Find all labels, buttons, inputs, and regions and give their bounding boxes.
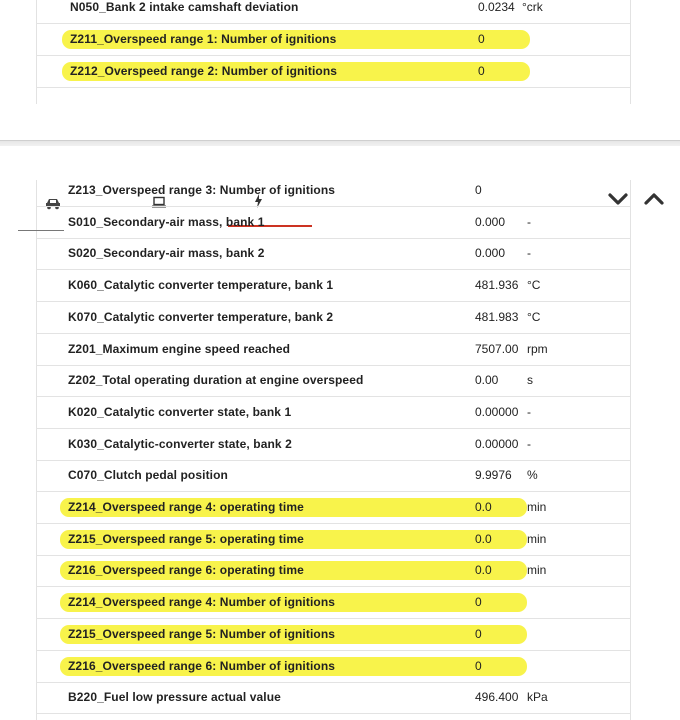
parameter-value: 0 xyxy=(475,183,482,197)
parameter-name: Z216_Overspeed range 6: Number of ignitions xyxy=(68,658,336,673)
parameter-unit: rpm xyxy=(527,341,548,356)
parameter-unit: kPa xyxy=(527,690,548,705)
parameter-value: 0.000 xyxy=(475,246,506,261)
table-row[interactable] xyxy=(36,524,630,556)
parameter-value: 0.00000 xyxy=(475,436,519,451)
parameter-value: 0.000 xyxy=(475,214,506,229)
parameter-name: Z214_Overspeed range 4: operating time xyxy=(68,500,304,514)
table-row[interactable] xyxy=(36,334,630,366)
parameter-unit: °crk xyxy=(522,0,543,14)
parameter-value: 0.0 xyxy=(475,500,492,514)
parameter-value: 496.400 xyxy=(475,690,519,705)
parameter-unit: °C xyxy=(527,278,541,293)
parameter-value: 0.0 xyxy=(475,531,492,546)
table-row[interactable] xyxy=(36,619,630,651)
parameter-name: K030_Catalytic-converter state, bank 2 xyxy=(68,436,292,451)
parameter-value: 9.9976 xyxy=(475,468,512,483)
parameter-unit: % xyxy=(527,468,538,483)
table-row[interactable] xyxy=(36,270,630,302)
parameter-name: S010_Secondary-air mass, bank 1 xyxy=(68,214,265,229)
column-divider xyxy=(630,180,631,720)
top-page xyxy=(0,0,680,140)
parameter-name: Z216_Overspeed range 6: operating time xyxy=(68,563,304,578)
parameter-unit: min xyxy=(527,531,547,546)
parameter-value: 0.00 xyxy=(475,373,499,388)
parameter-name: K020_Catalytic converter state, bank 1 xyxy=(68,404,292,419)
parameter-value: 0 xyxy=(475,626,482,641)
parameter-value: 0.00000 xyxy=(475,404,519,419)
table-row[interactable] xyxy=(36,238,630,270)
parameter-value: 0 xyxy=(478,32,485,46)
table-row[interactable] xyxy=(36,0,630,24)
parameter-name: Z215_Overspeed range 5: operating time xyxy=(68,531,304,546)
parameter-value: 0.0234 xyxy=(478,0,515,14)
parameter-name: K060_Catalytic converter temperature, bank 1 xyxy=(68,278,334,293)
table-row[interactable] xyxy=(36,24,630,56)
parameter-name: K070_Catalytic converter temperature, bank 2 xyxy=(68,309,334,324)
parameter-name: S020_Secondary-air mass, bank 2 xyxy=(68,246,265,261)
parameter-unit: - xyxy=(527,436,531,451)
parameter-value: 0 xyxy=(475,595,482,610)
parameter-unit: s xyxy=(527,373,533,388)
parameter-value: 481.983 xyxy=(475,309,519,324)
parameter-unit: min xyxy=(527,563,547,578)
chevron-up-icon[interactable] xyxy=(643,191,665,212)
parameter-name: N050_Bank 2 intake camshaft deviation xyxy=(70,0,299,14)
table-row[interactable] xyxy=(36,302,630,334)
table-row[interactable] xyxy=(36,397,630,429)
parameter-value: 0 xyxy=(478,64,485,78)
parameter-unit: - xyxy=(527,214,531,229)
table-row[interactable] xyxy=(36,365,630,397)
parameter-unit: min xyxy=(527,500,547,514)
parameter-name: C070_Clutch pedal position xyxy=(68,468,228,483)
parameter-name: Z211_Overspeed range 1: Number of ignitions xyxy=(70,32,337,46)
table-row[interactable] xyxy=(36,175,630,207)
table-row[interactable] xyxy=(36,207,630,239)
parameter-name: Z212_Overspeed range 2: Number of ignitions xyxy=(70,64,338,78)
table-row[interactable] xyxy=(36,460,630,492)
parameter-name: Z215_Overspeed range 5: Number of ignitions xyxy=(68,626,336,641)
bottom-page xyxy=(0,146,680,720)
parameter-unit: °C xyxy=(527,309,541,324)
table-row[interactable] xyxy=(36,56,630,88)
table-row[interactable] xyxy=(36,555,630,587)
parameter-name: Z201_Maximum engine speed reached xyxy=(68,341,291,356)
table-row[interactable] xyxy=(36,492,630,524)
parameter-name: B220_Fuel low pressure actual value xyxy=(68,690,281,705)
column-divider xyxy=(630,0,631,104)
table-row[interactable] xyxy=(36,651,630,683)
parameter-value: 0 xyxy=(475,658,482,673)
table-row[interactable] xyxy=(36,587,630,619)
parameter-name: Z214_Overspeed range 4: Number of ignitions xyxy=(68,595,336,610)
parameter-unit: - xyxy=(527,404,531,419)
parameter-value: 7507.00 xyxy=(475,341,519,356)
parameter-name: Z213_Overspeed range 3: Number of ignitions xyxy=(68,183,336,197)
parameter-unit: - xyxy=(527,246,531,261)
parameter-name: Z202_Total operating duration at engine overspeed xyxy=(68,373,364,388)
parameter-value: 0.0 xyxy=(475,563,492,578)
table-row[interactable] xyxy=(36,682,630,714)
parameter-value: 481.936 xyxy=(475,278,519,293)
table-row[interactable] xyxy=(36,429,630,461)
